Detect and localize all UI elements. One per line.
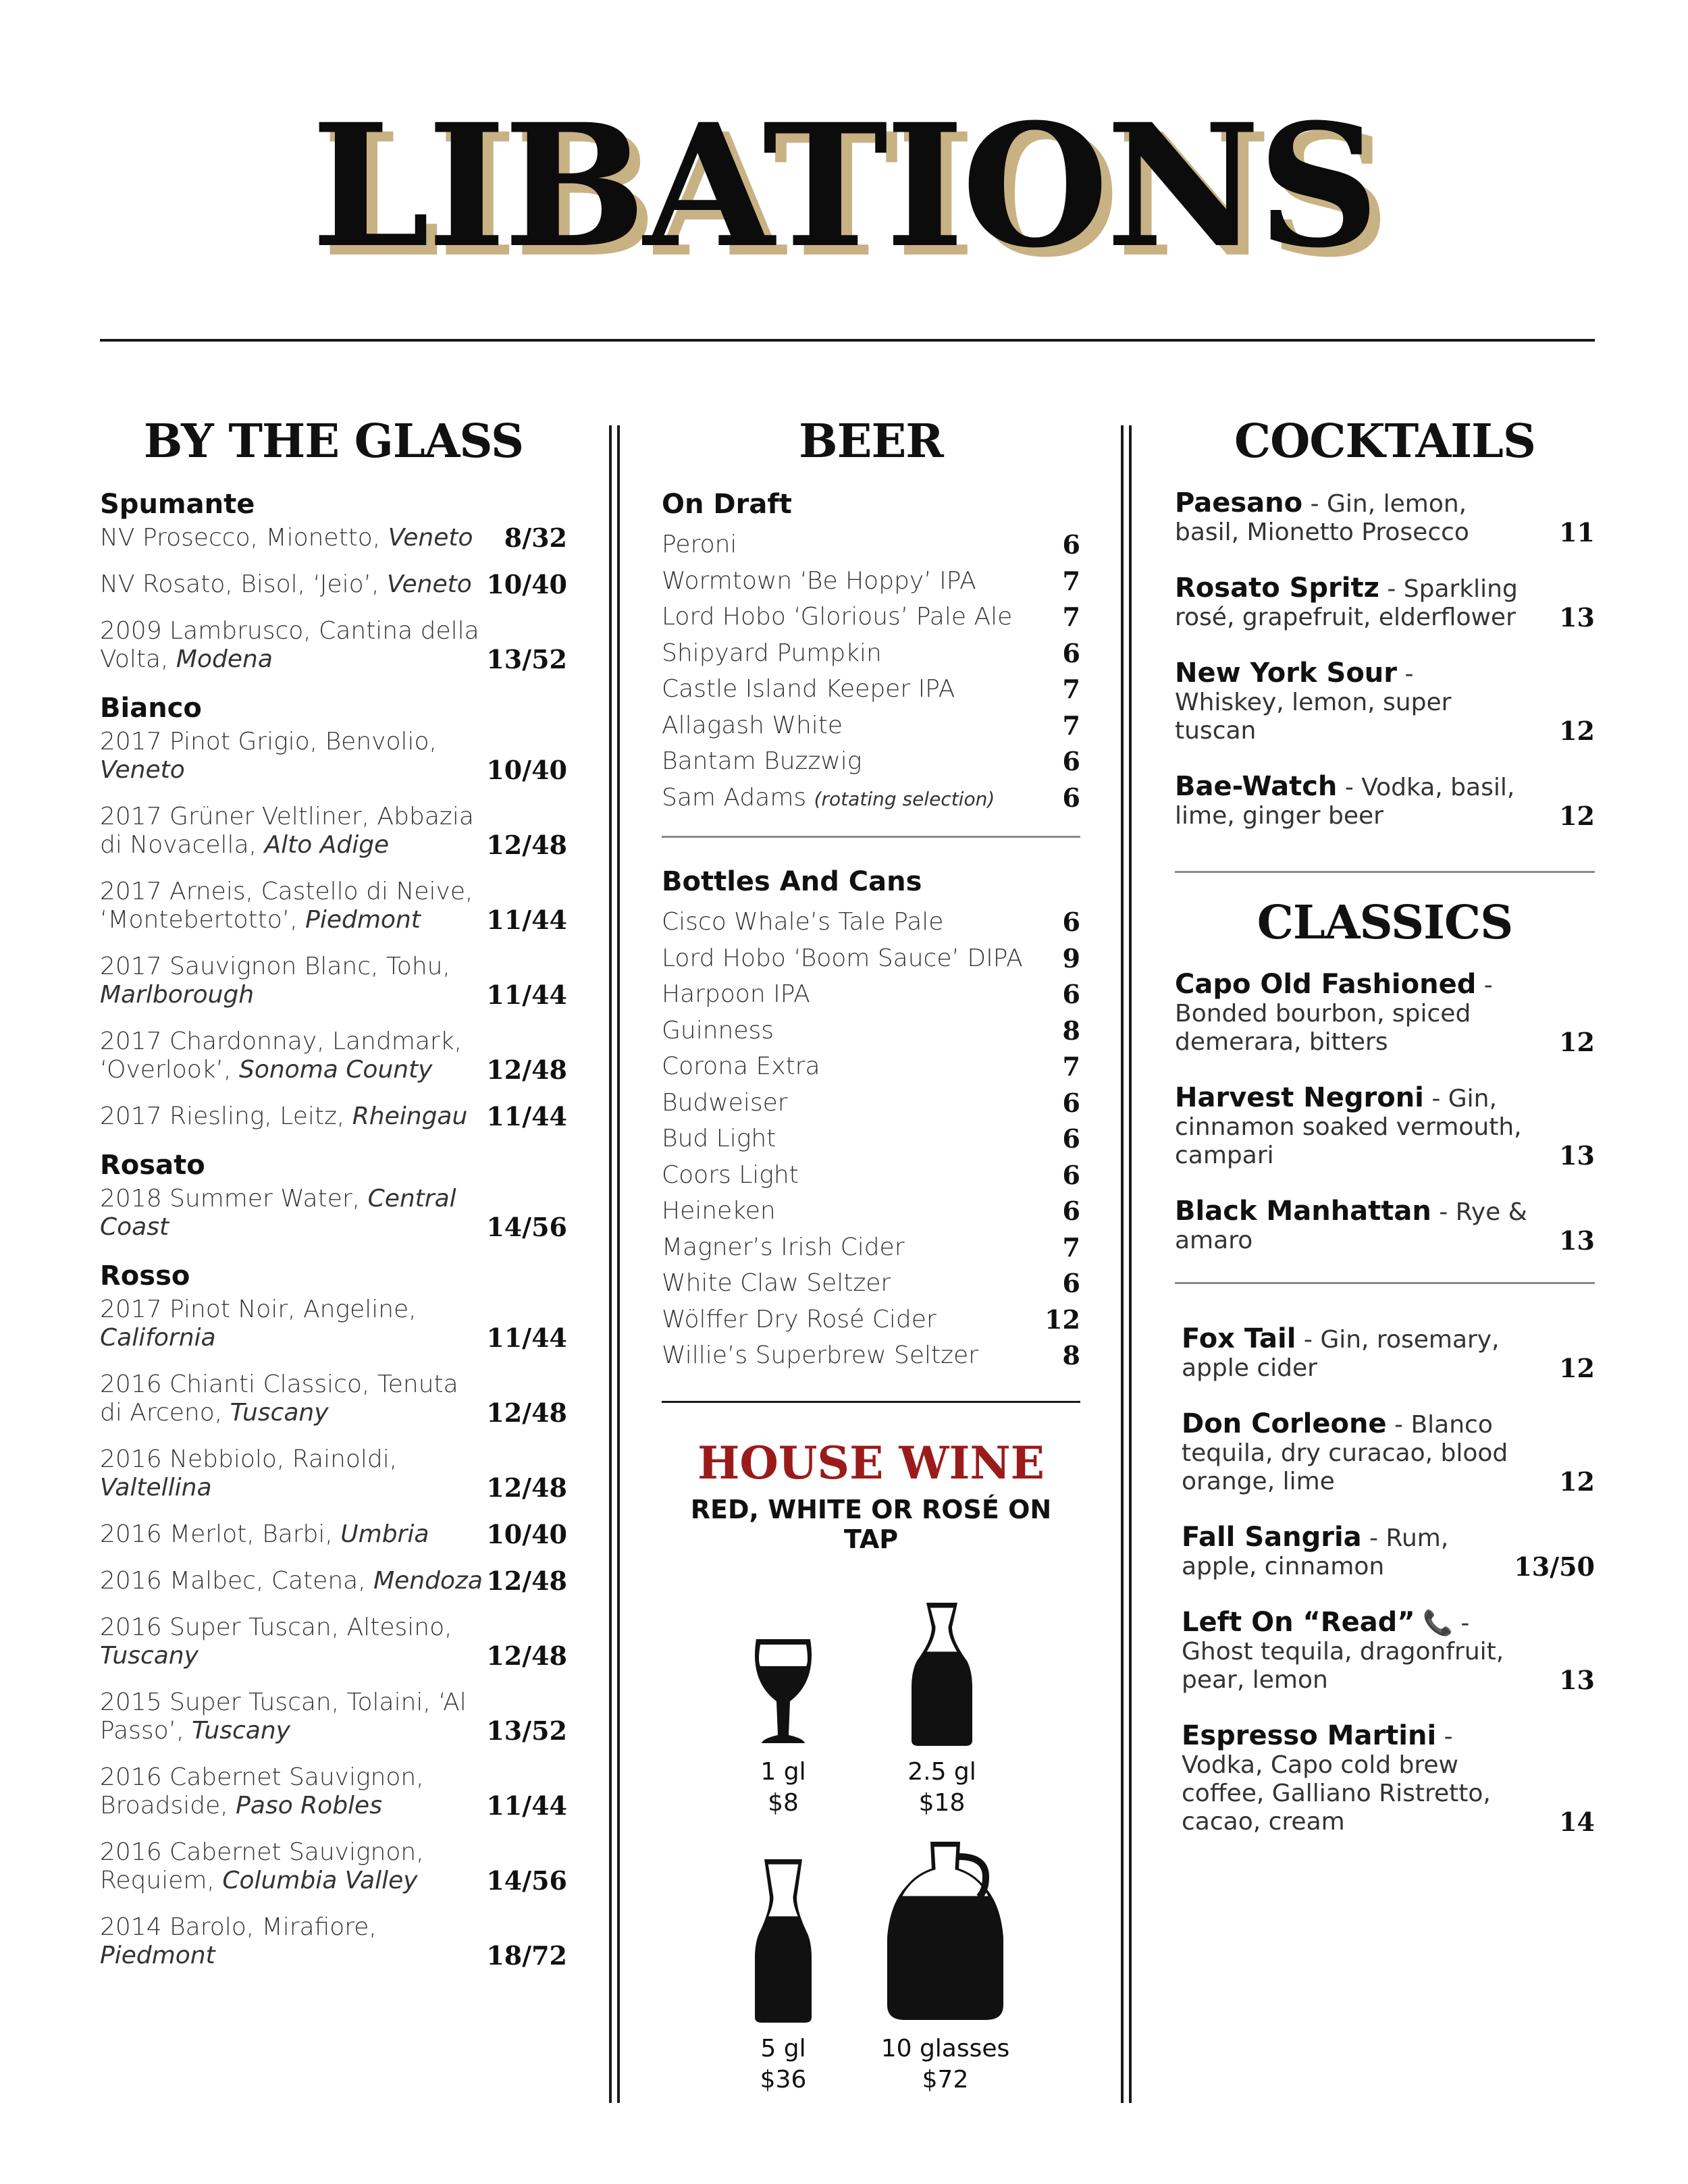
beer-item: [662, 743, 1080, 780]
wine-price: 11/44: [486, 1323, 567, 1353]
wine-region: Tuscany: [230, 1399, 329, 1427]
wine-region: Valtellina: [100, 1474, 212, 1501]
cocktail-item: [1175, 489, 1595, 547]
wine-price: 12/48: [486, 1472, 567, 1503]
wine-name: 2017 Pinot Grigio, Benvolio,: [100, 728, 437, 755]
house-wine-subtitle: RED, WHITE OR ROSÉ ON TAP: [690, 1494, 1052, 1554]
wine-item: [100, 1445, 567, 1502]
beer-item: [662, 1085, 1080, 1121]
wine-price: 11/44: [486, 980, 567, 1010]
cocktail-price: 13/50: [1514, 1551, 1595, 1582]
wine-region: Veneto: [100, 756, 185, 784]
by-the-glass-heading: BY THE GLASS: [143, 415, 524, 469]
wine-name: 2017 Arneis, Castello di Neive, ‘Montebertotto’,: [100, 878, 473, 934]
vessel-5-gl: [726, 1857, 841, 2096]
wine-section-title: Spumante: [100, 489, 255, 520]
beer-name: White Claw Seltzer: [662, 1269, 891, 1297]
beer-name: Bantam Buzzwig: [662, 747, 862, 775]
wine-region: Piedmont: [100, 1942, 215, 1969]
beer-price: 6: [1062, 1196, 1080, 1226]
wine-price: 13/52: [486, 1715, 567, 1746]
wine-item: [100, 617, 567, 674]
beer-price: 6: [1062, 907, 1080, 937]
wine-section-title: Rosso: [100, 1260, 190, 1291]
wine-item: [100, 1185, 567, 1242]
wine-name: 2017 Sauvignon Blanc, Tohu,: [100, 953, 450, 980]
wine-item: [100, 728, 567, 784]
cocktail-price: 13: [1559, 602, 1595, 633]
cocktail-description: - Gin, cinnamon soaked vermouth, campari: [1175, 1085, 1522, 1169]
cocktail-description: - Whiskey, lemon, super tuscan: [1175, 660, 1452, 745]
beer-price: 7: [1062, 674, 1080, 704]
wine-region: Paso Robles: [236, 1792, 382, 1819]
vessel-4-size: 10 glasses: [880, 2035, 1010, 2062]
cocktail-description: - Rye & amaro: [1175, 1198, 1527, 1254]
column-divider-right: [1121, 425, 1132, 2103]
wine-region: Central Coast: [100, 1185, 456, 1241]
wine-item: [100, 1614, 567, 1670]
wine-region: Rheingau: [352, 1102, 468, 1130]
cocktail-description: - Rum, apple, cinnamon: [1182, 1524, 1449, 1580]
wine-name: 2017 Riesling, Leitz,: [100, 1102, 352, 1130]
beer-name: Shipyard Pumpkin: [662, 639, 882, 667]
wine-section: [100, 489, 567, 674]
wine-item: [100, 1838, 567, 1895]
cocktail-description: - Sparkling rosé, grapefruit, elderflower: [1175, 575, 1518, 631]
cocktail-name: Don Corleone: [1182, 1408, 1387, 1439]
beer-item: [662, 976, 1080, 1013]
vessel-2-size: 2.5 gl: [907, 1758, 976, 1786]
beer-name: Lord Hobo ‘Glorious’ Pale Ale: [662, 603, 1013, 631]
wine-region: Tuscany: [192, 1717, 290, 1744]
column-divider-left: [609, 425, 620, 2103]
cocktail-item: [1175, 1197, 1595, 1255]
beer-item: [662, 1229, 1080, 1266]
cocktail-item: [1182, 1722, 1595, 1836]
wine-name: 2016 Cabernet Sauvignon, Requiem,: [100, 1838, 424, 1894]
beer-item: [662, 1302, 1080, 1338]
vessel-1-price: $8: [768, 1789, 799, 1817]
cocktail-name: Espresso Martini: [1182, 1720, 1437, 1751]
vessel-2-5-gl: [878, 1600, 1006, 1819]
cocktail-price: 12: [1559, 1027, 1595, 1057]
classics-separator: [1175, 871, 1595, 873]
wine-price: 11/44: [486, 905, 567, 935]
cocktail-name: Harvest Negroni: [1175, 1082, 1424, 1113]
cocktail-name: Capo Old Fashioned: [1175, 969, 1477, 1000]
beer-name: Allagash White: [662, 711, 843, 739]
cocktail-name: Left On “Read”: [1182, 1607, 1415, 1638]
vessel-3-size: 5 gl: [760, 2035, 806, 2062]
wine-name: 2015 Super Tuscan, Tolaini, ‘Al Passo’,: [100, 1688, 467, 1744]
cocktail-name: Fox Tail: [1182, 1323, 1296, 1354]
on-draft-title: On Draft: [662, 489, 792, 520]
cocktail-price: 13: [1559, 1225, 1595, 1256]
cocktail-item: [1182, 1608, 1595, 1695]
cocktail-description: - Vodka, Capo cold brew coffee, Galliano Ristretto, cacao, cream: [1182, 1723, 1491, 1836]
wine-name: 2017 Pinot Noir, Angeline,: [100, 1296, 417, 1323]
wine-item: [100, 1370, 567, 1427]
wine-region: Tuscany: [100, 1642, 199, 1670]
beer-item: [662, 1121, 1080, 1157]
cocktail-name: Rosato Spritz: [1175, 572, 1379, 604]
wine-item: [100, 1102, 567, 1131]
wine-glass-icon: [743, 1634, 824, 1749]
wine-price: 8/32: [504, 523, 567, 553]
beer-price: 7: [1062, 565, 1080, 596]
wine-region: Sonoma County: [238, 1056, 433, 1084]
cocktail-item: [1182, 1410, 1595, 1496]
beer-name: Castle Island Keeper IPA: [662, 675, 955, 703]
beer-price: 6: [1062, 1268, 1080, 1298]
cocktail-description: - Gin, rosemary, apple cider: [1182, 1326, 1500, 1382]
wine-name: 2016 Merlot, Barbi,: [100, 1520, 341, 1548]
wine-price: 12/48: [486, 1566, 567, 1596]
wine-price: 10/40: [486, 755, 567, 785]
beer-price: 12: [1045, 1304, 1080, 1335]
beer-item: [662, 599, 1080, 635]
wine-item: [100, 1520, 567, 1549]
wine-price: 14/56: [486, 1865, 567, 1896]
house-wine-separator: [662, 1401, 1080, 1403]
beer-name: Sam Adams (rotating selection): [662, 783, 995, 811]
title-divider: [100, 339, 1595, 342]
vessel-1-gl: [726, 1634, 841, 1819]
vessel-3-price: $36: [760, 2066, 807, 2094]
classics-list: [1175, 970, 1595, 1255]
wine-price: 12/48: [486, 830, 567, 860]
beer-column: [662, 405, 1080, 1554]
beer-price: 6: [1062, 1159, 1080, 1190]
cocktail-price: 12: [1559, 801, 1595, 831]
cocktail-price: 14: [1559, 1807, 1595, 1837]
carafe-icon: [905, 1600, 979, 1749]
cocktails-heading: COCKTAILS: [1234, 415, 1535, 469]
beer-name: Willie’s Superbrew Seltzer: [662, 1341, 978, 1369]
beer-heading: BEER: [799, 415, 943, 469]
wine-item: [100, 1913, 567, 1970]
beer-item: [662, 1048, 1080, 1085]
vessel-10-glasses: [864, 1836, 1026, 2096]
beer-item: [662, 1337, 1080, 1374]
vessel-1-size: 1 gl: [760, 1758, 806, 1786]
wine-name: 2018 Summer Water,: [100, 1185, 368, 1213]
wine-region: Columbia Valley: [222, 1867, 418, 1894]
wine-region: Piedmont: [305, 906, 421, 934]
beer-name: Peroni: [662, 531, 737, 558]
wine-region: Alto Adige: [264, 831, 390, 859]
beer-item: [662, 904, 1080, 940]
beer-name: Cisco Whale’s Tale Pale: [662, 908, 944, 936]
cocktail-description: 📞 - Ghost tequila, dragonfruit, pear, lemon: [1182, 1609, 1504, 1694]
vessel-2-price: $18: [918, 1789, 966, 1817]
wine-item: [100, 1688, 567, 1745]
wine-item: [100, 570, 567, 599]
wine-region: Mendoza: [373, 1567, 483, 1595]
beer-price: 7: [1062, 1051, 1080, 1082]
wine-name: 2016 Malbec, Catena,: [100, 1567, 374, 1595]
wine-price: 18/72: [486, 1940, 567, 1971]
decanter-icon: [749, 1857, 817, 2025]
bottles-title: Bottles And Cans: [662, 866, 922, 897]
wine-name: NV Rosato, Bisol, ‘Jeio’,: [100, 570, 387, 598]
wine-item: [100, 1567, 567, 1595]
wine-region: Umbria: [340, 1520, 429, 1548]
cocktail-description: - Gin, lemon, basil, Mionetto Prosecco: [1175, 490, 1469, 546]
beer-name: Heineken: [662, 1197, 776, 1225]
beer-price: 7: [1062, 710, 1080, 741]
beer-price: 6: [1062, 529, 1080, 560]
wine-name: 2009 Lambrusco, Cantina della Volta,: [100, 617, 479, 673]
by-the-glass-column: [100, 405, 567, 1988]
wine-price: 10/40: [486, 569, 567, 600]
beer-price: 6: [1062, 1123, 1080, 1154]
beer-price: 6: [1062, 1087, 1080, 1118]
beer-item: [662, 1265, 1080, 1302]
wine-name: 2016 Super Tuscan, Altesino,: [100, 1614, 452, 1641]
wine-name: NV Prosecco, Mionetto,: [100, 524, 388, 552]
wine-price: 12/48: [486, 1397, 567, 1428]
house-wine-title: HOUSE WINE: [697, 1436, 1045, 1489]
beer-separator: [662, 836, 1080, 838]
wine-price: 12/48: [486, 1641, 567, 1671]
beer-name: Wölffer Dry Rosé Cider: [662, 1305, 937, 1333]
wine-price: 11/44: [486, 1101, 567, 1131]
wine-region: Veneto: [386, 570, 472, 598]
wine-section-title: Bianco: [100, 693, 202, 724]
beer-item: [662, 563, 1080, 600]
cocktail-name: Paesano: [1175, 487, 1303, 518]
wine-item: [100, 1028, 567, 1084]
cocktail-description: - Bonded bourbon, spiced demerara, bitters: [1175, 971, 1493, 1056]
classics-heading: CLASSICS: [1257, 896, 1513, 950]
cocktail-name: Fall Sangria: [1182, 1522, 1362, 1553]
beer-price: 6: [1062, 782, 1080, 813]
menu-title: LIBATIONS: [311, 86, 1377, 285]
draft-list: [662, 527, 1080, 817]
bottles-list: [662, 904, 1080, 1374]
cocktail-description: - Blanco tequila, dry curacao, blood orange, lime: [1182, 1411, 1508, 1495]
beer-price: 7: [1062, 1231, 1080, 1262]
beer-item: [662, 1157, 1080, 1194]
wine-price: 11/44: [486, 1790, 567, 1821]
cocktail-price: 11: [1559, 517, 1595, 548]
wine-region: California: [100, 1324, 216, 1352]
wine-item: [100, 1296, 567, 1352]
beer-price: 8: [1062, 1340, 1080, 1370]
cocktail-name: Black Manhattan: [1175, 1196, 1431, 1227]
beer-price: 6: [1062, 746, 1080, 776]
cocktail-price: 12: [1559, 1353, 1595, 1383]
beer-note: (rotating selection): [814, 787, 995, 810]
beer-item: [662, 708, 1080, 744]
beer-name: Magner’s Irish Cider: [662, 1233, 905, 1261]
wine-name: 2016 Cabernet Sauvignon, Broadside,: [100, 1763, 424, 1819]
beer-name: Corona Extra: [662, 1053, 820, 1080]
beer-item: [662, 635, 1080, 672]
seasonal-list: [1175, 1325, 1595, 1836]
beer-name: Guinness: [662, 1016, 774, 1044]
wine-region: Marlborough: [100, 981, 255, 1009]
wine-name: 2014 Barolo, Mirafiore,: [100, 1913, 377, 1941]
cocktail-list: [1175, 489, 1595, 830]
wine-section: [100, 1150, 567, 1242]
cocktail-name: New York Sour: [1175, 658, 1398, 689]
beer-item: [662, 527, 1080, 563]
wine-item: [100, 878, 567, 934]
cocktail-price: 13: [1559, 1140, 1595, 1171]
beer-item: [662, 780, 1080, 818]
cocktail-price: 12: [1559, 716, 1595, 746]
cocktail-price: 13: [1559, 1665, 1595, 1695]
cocktail-description: - Vodka, basil, lime, ginger beer: [1175, 774, 1515, 830]
cocktails-column: [1175, 405, 1595, 1863]
wine-list: [100, 489, 567, 1970]
wine-section: [100, 1260, 567, 1970]
wine-name: 2017 Grüner Veltliner, Abbazia di Novacella,: [100, 803, 474, 859]
wine-section-title: Rosato: [100, 1150, 205, 1181]
wine-region: Modena: [176, 645, 273, 673]
wine-price: 14/56: [486, 1212, 567, 1242]
beer-price: 8: [1062, 1015, 1080, 1046]
beer-item: [662, 1013, 1080, 1049]
beer-name: Wormtown ‘Be Hoppy’ IPA: [662, 566, 976, 595]
wine-name: 2016 Nebbiolo, Rainoldi,: [100, 1445, 398, 1473]
beer-item: [662, 1193, 1080, 1229]
beer-name: Lord Hobo ‘Boom Sauce’ DIPA: [662, 944, 1023, 972]
wine-section: [100, 693, 567, 1131]
wine-item: [100, 524, 567, 552]
beer-price: 7: [1062, 602, 1080, 632]
wine-item: [100, 1763, 567, 1820]
wine-name: 2016 Chianti Classico, Tenuta di Arceno,: [100, 1370, 458, 1427]
wine-price: 10/40: [486, 1519, 567, 1549]
beer-item: [662, 671, 1080, 708]
cocktail-item: [1175, 659, 1595, 745]
wine-item: [100, 953, 567, 1009]
jug-icon: [878, 1836, 1013, 2025]
cocktail-price: 12: [1559, 1466, 1595, 1497]
beer-name: Budweiser: [662, 1088, 788, 1117]
cocktail-item: [1182, 1523, 1595, 1581]
beer-name: Bud Light: [662, 1125, 776, 1152]
wine-price: 12/48: [486, 1055, 567, 1085]
wine-price: 13/52: [486, 644, 567, 674]
cocktail-item: [1182, 1325, 1595, 1383]
beer-price: 6: [1062, 637, 1080, 668]
vessel-4-price: $72: [922, 2066, 969, 2094]
cocktail-name: Bae-Watch: [1175, 771, 1338, 802]
beer-name: Harpoon IPA: [662, 980, 810, 1008]
wine-region: Veneto: [388, 524, 473, 552]
cocktail-item: [1175, 574, 1595, 632]
beer-item: [662, 940, 1080, 977]
cocktail-item: [1175, 970, 1595, 1057]
beer-price: 9: [1062, 942, 1080, 974]
cocktail-item: [1175, 772, 1595, 830]
wine-name: 2017 Chardonnay, Landmark, ‘Overlook’,: [100, 1028, 463, 1084]
seasonal-separator: [1175, 1282, 1595, 1284]
beer-price: 6: [1062, 979, 1080, 1009]
wine-item: [100, 803, 567, 859]
cocktail-item: [1175, 1084, 1595, 1170]
beer-name: Coors Light: [662, 1161, 799, 1189]
